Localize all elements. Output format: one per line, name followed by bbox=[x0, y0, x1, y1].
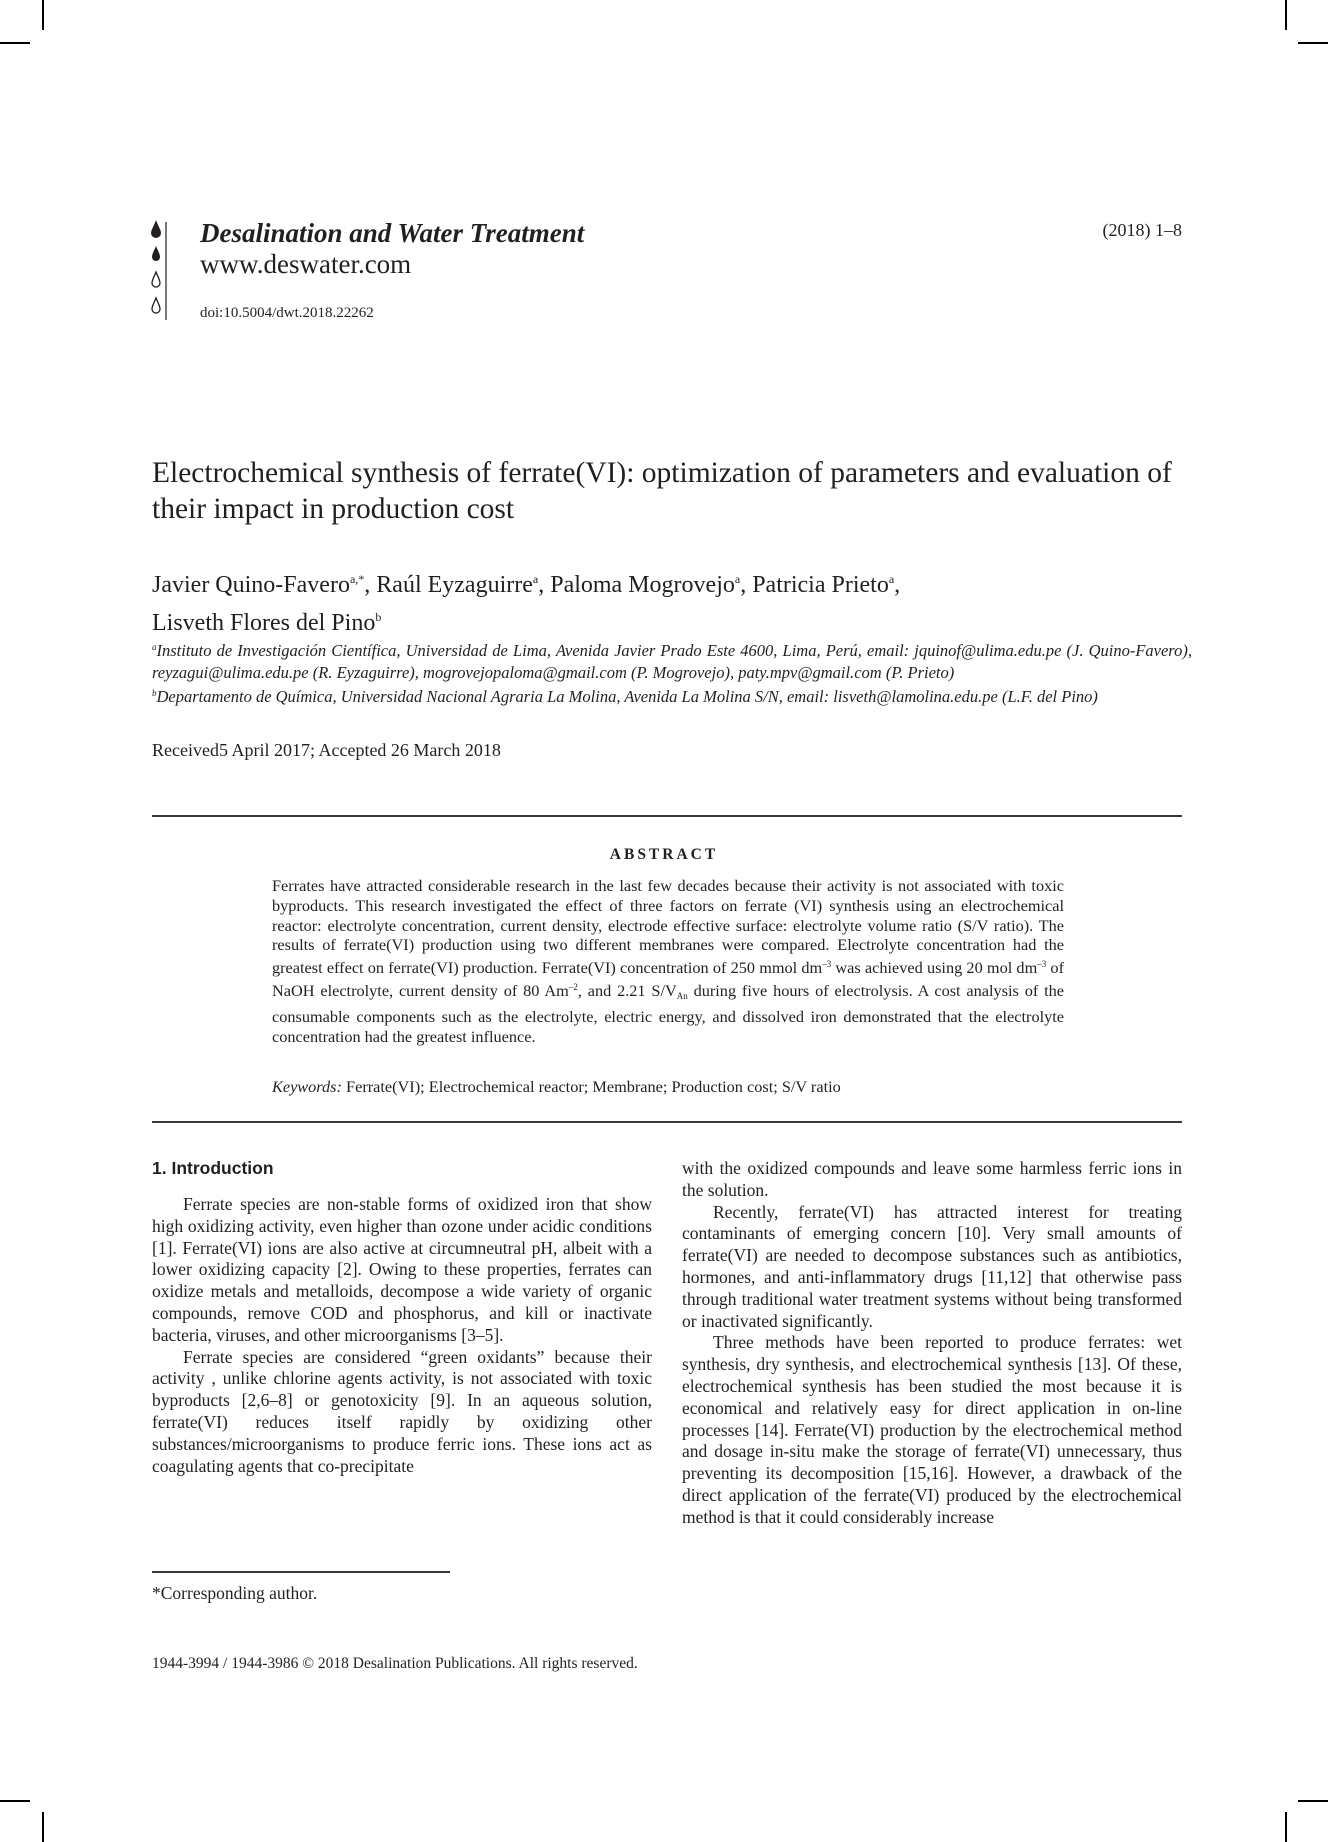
crop-mark bbox=[42, 1812, 44, 1842]
paragraph: Recently, ferrate(VI) has attracted interest for treating contaminants of emerging concern [10]. Very small amounts of ferrate(VI) are needed to decompose substances such as antibiotics, hormones, and anti-inflammatory drugs [11,12] that otherwise pass through traditional water treatment systems without being transformed or inactivated significantly. bbox=[682, 1201, 1182, 1331]
author-affiliation-mark: b bbox=[375, 610, 382, 624]
author-name: Patricia Prieto bbox=[752, 572, 889, 598]
paragraph: Ferrate species are considered “green oxidants” because their activity , unlike chlorine agents activity, is not associated with toxic byproducts [2,6–8] or genotoxicity [9]. In an aqueous solution, ferrate(VI) reduces itself rapidly by oxidizing other substances/microorganisms to produce ferric ions. These ions act as coagulating agents that co-precipitate bbox=[152, 1346, 652, 1476]
journal-name: Desalination and Water Treatment bbox=[200, 218, 585, 248]
section-heading: 1. Introduction bbox=[152, 1158, 274, 1178]
paragraph: Ferrate species are non-stable forms of oxidized iron that show high oxidizing activity, even higher than ozone under acidic conditions [1]. Ferrate(VI) ions are also active at circumneutral pH, albeit with a lower oxidizing capacity [2]. Owing to these properties, ferrates can oxidize metals and metalloids, decompose a wide variety of organic compounds, remove COD and phosphorus, and kill or inactivate bacteria, viruses, and other microorganisms [3–5]. bbox=[152, 1194, 652, 1345]
doi[interactable]: doi:10.5004/dwt.2018.22262 bbox=[200, 305, 374, 321]
copyright: 1944-3994 / 1944-3986 © 2018 Desalination Publications. All rights reserved. bbox=[152, 1655, 638, 1672]
received-dates: Received5 April 2017; Accepted 26 March 2018 bbox=[152, 740, 501, 760]
crop-mark bbox=[1298, 1800, 1328, 1802]
author-list: Javier Quino-Favero$^{a,*}$, Raúl Eyzaguirre$^a$, Paloma Mogrovejo$^a$, Patricia Prieto$^a$, Lisveth Flores del Pino$^b$ bbox=[152, 572, 901, 636]
author-affiliation-mark: a bbox=[888, 572, 895, 586]
journal-logo-icon bbox=[148, 218, 168, 322]
divider bbox=[152, 815, 1182, 817]
paragraph: Three methods have been reported to produce ferrates: wet synthesis, dry synthesis, and electrochemical synthesis [13]. Of these, electrochemical synthesis has been studied the most because it is economical and relatively easy for direct application in on-line processes [14]. Ferrate(VI) production by the electrochemical method and dosage in-situ make the storage of ferrate(VI) unnecessary, thus preventing its decomposition [15,16]. However, a drawback of the direct application of the ferrate(VI) produced by the electrochemical method is that it could considerably increase bbox=[682, 1332, 1182, 1527]
footnote-divider bbox=[152, 1571, 450, 1573]
author-affiliation-mark: a,* bbox=[349, 572, 365, 586]
author-name: Raúl Eyzaguirre bbox=[376, 572, 533, 598]
keywords-label: Keywords: bbox=[272, 1077, 342, 1096]
footnote: *Corresponding author. bbox=[152, 1583, 318, 1603]
author-affiliation-mark: a bbox=[532, 572, 539, 586]
journal-url[interactable]: www.deswater.com bbox=[200, 249, 412, 279]
affiliation: $^a$Instituto de Investigación Científica, Universidad de Lima, Avenida Javier Prado Este 4600, Lima, Perú, email: jquinof@ulima.edu.pe (J. Quino-Favero), reyzagui@ulima.edu.pe (R. Eyzaguirre), mogrovejopaloma@gmail.com (P. Mogrovejo), paty.mpv@gmail.com (P. Prieto) bbox=[152, 641, 1192, 682]
article-title: Electrochemical synthesis of ferrate(VI): optimization of parameters and evaluation of their impact in production cost bbox=[152, 457, 1172, 525]
abstract-text: Ferrates have attracted considerable research in the last few decades because their activity is not associated with toxic byproducts. This research investigated the effect of three factors on ferrate (VI) synthesis using an electrochemical reactor: electrolyte concentration, current density, electrode effective surface: electrolyte volume ratio (S/V ratio). The results of ferrate(VI) production using two different membranes were compared. Electrolyte concentration had the greatest effect on ferrate(VI) production. Ferrate(VI) concentration of 250 mmol $dm^{-3}$ was achieved using 20 mol $dm^{-3}$ of NaOH electrolyte, current density of 80 $Am^{-2}$, and 2.21 $S/V_{An}$ during five hours of electrolysis. A cost analysis of the consumable components such as the electrolyte, electric energy, and dissolved iron demonstrated that the electrolyte concentration had the greatest influence. bbox=[272, 876, 1064, 1046]
crop-mark bbox=[1298, 42, 1328, 44]
author-name: Javier Quino-Favero bbox=[152, 572, 350, 598]
author-affiliation-mark: a bbox=[734, 572, 741, 586]
affiliation: $^b$Departamento de Química, Universidad Nacional Agraria La Molina, Avenida La Molina S/N, email: lisveth@lamolina.edu.pe (L.F. del Pino) bbox=[152, 687, 1098, 706]
keywords-list: Ferrate(VI); Electrochemical reactor; Membrane; Production cost; S/V ratio bbox=[346, 1077, 841, 1096]
abstract-heading: ABSTRACT bbox=[609, 846, 719, 863]
author-name: Lisveth Flores del Pino bbox=[152, 610, 376, 636]
affiliations bbox=[152, 637, 1192, 708]
crop-mark bbox=[0, 1800, 30, 1802]
author-name: Paloma Mogrovejo bbox=[550, 572, 735, 598]
paragraph: with the oxidized compounds and leave some harmless ferric ions in the solution. bbox=[682, 1158, 1182, 1200]
crop-mark bbox=[1285, 1812, 1287, 1842]
crop-mark bbox=[0, 42, 30, 44]
divider bbox=[152, 1121, 1182, 1123]
page-range: (2018) 1–8 bbox=[1102, 220, 1182, 240]
keywords bbox=[272, 1077, 841, 1097]
crop-mark bbox=[42, 0, 44, 30]
body-column-left bbox=[152, 1194, 652, 1477]
body-column-right bbox=[682, 1158, 1182, 1529]
crop-mark bbox=[1285, 0, 1287, 30]
